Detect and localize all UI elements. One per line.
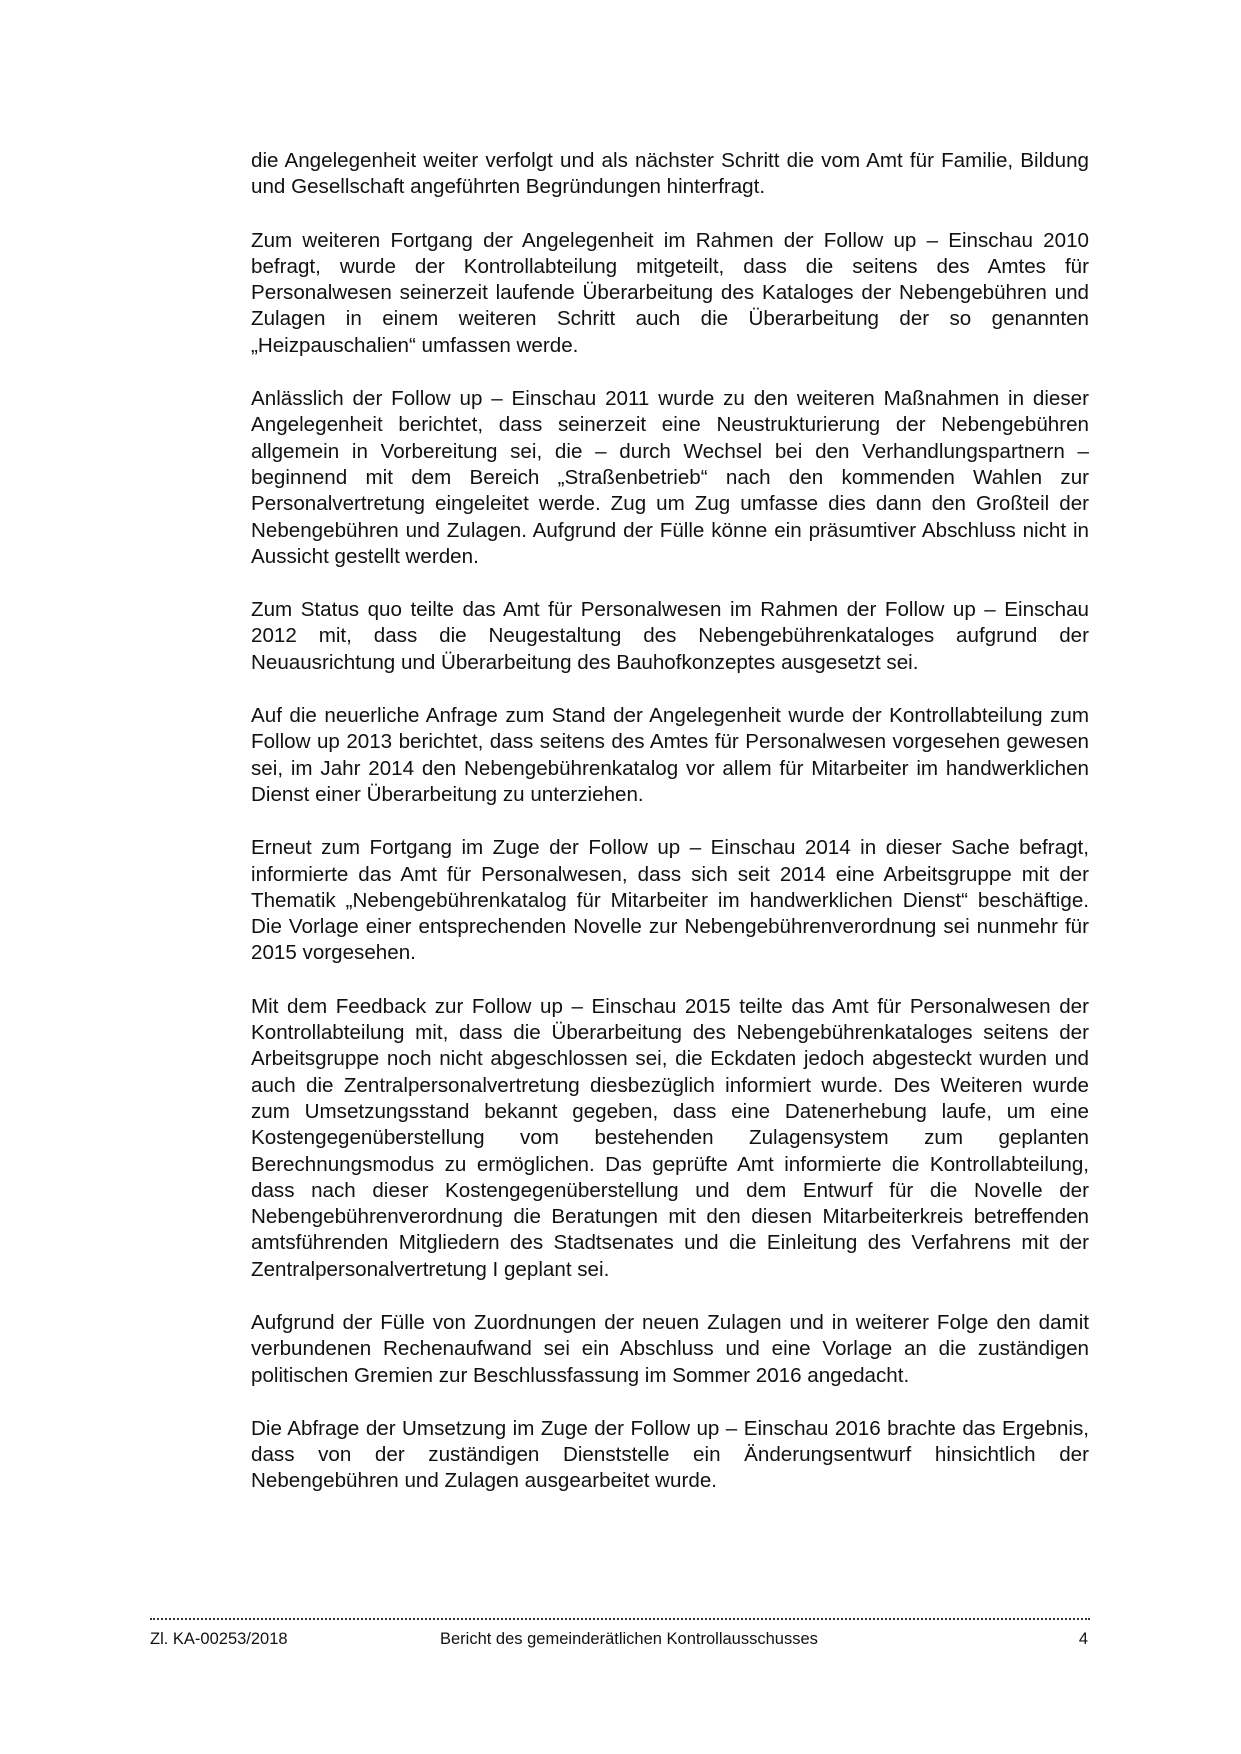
footer-page-number: 4 — [1078, 1630, 1088, 1648]
body-text — [251, 148, 1089, 1522]
paragraph-4: Zum Status quo teilte das Amt für Personalwesen im Rahmen der Follow up – Einschau 2012 mit, dass die Neugestaltung des Nebengebührenkataloges aufgrund der Neuausrichtung und Überarbeitung des Bauhofkonzeptes ausgesetzt sei. — [251, 598, 1089, 674]
paragraph-9: Die Abfrage der Umsetzung im Zuge der Follow up – Einschau 2016 brachte das Ergebnis, dass von der zuständigen Dienststelle ein Änderungsentwurf hinsichtlich der Nebengebühren und Zulagen ausgearbeitet wurde. — [251, 1416, 1089, 1493]
paragraph-7: Mit dem Feedback zur Follow up – Einschau 2015 teilte das Amt für Personalwesen der Kontrollabteilung mit, dass die Überarbeitung des Nebengebührenkataloges seitens der Arbeitsgruppe noch nicht abgeschlossen sei, die Eckdaten jedoch abgesteckt wurden und auch die Zentralpersonalvertretung diesbezüglich informiert wurde. Des Weiteren wurde zum Umsetzungsstand bekannt gegeben, dass eine Datenerhebung laufe, um eine Kostengegenüberstellung vom bestehenden Zulagensystem zum geplanten Berechnungsmodus zu ermöglichen. Das geprüfte Amt informierte die Kontrollabteilung, dass nach dieser Kostengegenüberstellung und dem Entwurf für die Novelle der Nebengebührenverordnung die Beratungen mit den diesen Mitarbeiterkreis betreffenden amtsführenden Mitgliedern des Stadtsenates und die Einleitung des Verfahrens mit der Zentralpersonalvertretung I geplant sei. — [251, 994, 1089, 1281]
paragraph-1: die Angelegenheit weiter verfolgt und als nächster Schritt die vom Amt für Familie, Bildung und Gesellschaft angeführten Begründungen hinterfragt. — [251, 149, 1089, 199]
paragraph-5: Auf die neuerliche Anfrage zum Stand der Angelegenheit wurde der Kontrollabteilung zum Follow up 2013 berichtet, dass seitens des Amtes für Personalwesen vorgesehen gewesen sei, im Jahr 2014 den Nebengebührenkatalog vor allem für Mitarbeiter im handwerklichen Dienst einer Überarbeitung zu unterziehen. — [251, 704, 1089, 806]
paragraph-6: Erneut zum Fortgang im Zuge der Follow up – Einschau 2014 in dieser Sache befragt, informierte das Amt für Personalwesen, dass sich seit 2014 eine Arbeitsgruppe mit der Thematik „Nebengebührenkatalog für Mitarbeiter im handwerklichen Dienst“ beschäftige. Die Vorlage einer entsprechenden Novelle zur Nebengebührenverordnung sei nunmehr für 2015 vorgesehen. — [251, 836, 1089, 965]
footer-reference: Zl. KA-00253/2018 — [150, 1630, 288, 1648]
paragraph-3: Anlässlich der Follow up – Einschau 2011 wurde zu den weiteren Maßnahmen in dieser Angelegenheit berichtet, dass seinerzeit eine Neustrukturierung der Nebengebühren allgemein in Vorbereitung sei, die – durch Wechsel bei den Verhandlungspartnern – beginnend mit dem Bereich „Straßenbetrieb“ nach den kommenden Wahlen zur Personalvertretung eingeleitet werde. Zug um Zug umfasse dies dann den Großteil der Nebengebühren und Zulagen. Aufgrund der Fülle könne ein präsumtiver Abschluss nicht in Aussicht gestellt werden. — [251, 387, 1089, 568]
footer-title: Bericht des gemeinderätlichen Kontrollausschusses — [440, 1630, 818, 1648]
footer-divider — [150, 1618, 1090, 1620]
paragraph-2: Zum weiteren Fortgang der Angelegenheit im Rahmen der Follow up – Einschau 2010 befragt, wurde der Kontrollabteilung mitgeteilt, dass die seitens des Amtes für Personalwesen seinerzeit laufende Überarbeitung des Kataloges der Nebengebühren und Zulagen in einem weiteren Schritt auch die Überarbeitung der so genannten „Heizpauschalien“ umfassen werde. — [251, 228, 1089, 357]
page-footer — [150, 1628, 1090, 1652]
paragraph-8: Aufgrund der Fülle von Zuordnungen der neuen Zulagen und in weiterer Folge den damit verbundenen Rechenaufwand sei ein Abschluss und eine Vorlage an die zuständigen politischen Gremien zur Beschlussfassung im Sommer 2016 angedacht. — [251, 1310, 1089, 1387]
